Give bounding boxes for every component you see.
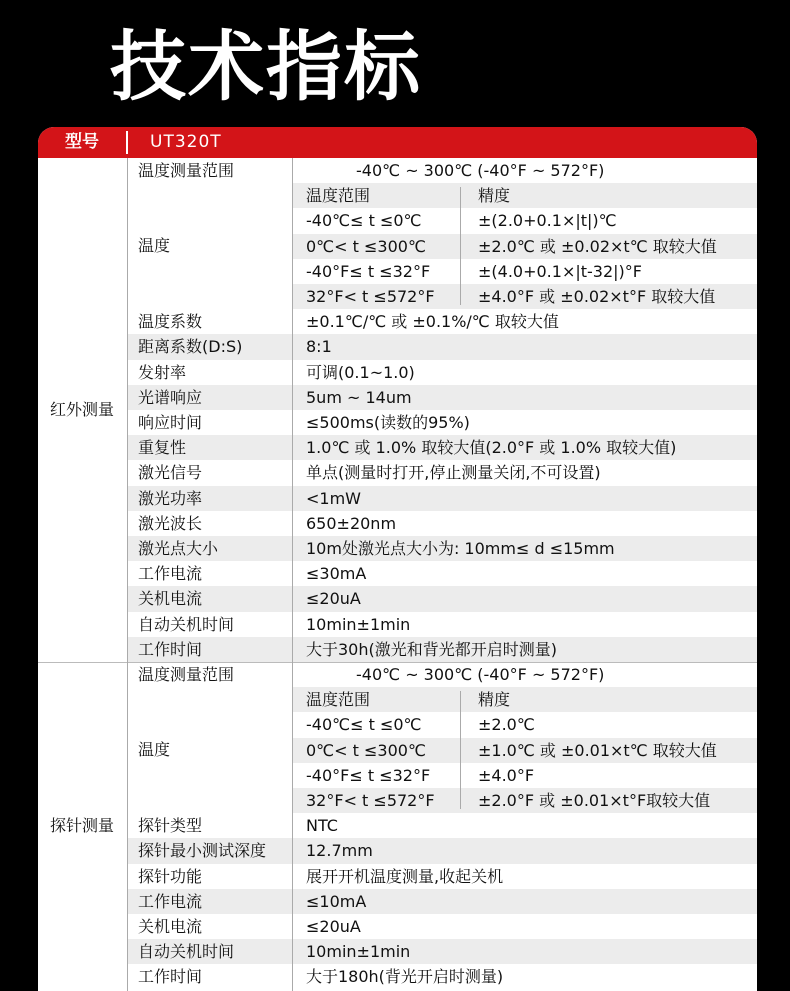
header-divider — [126, 131, 128, 154]
row-value: 10min±1min — [306, 942, 411, 962]
row-name: 温度系数 — [138, 312, 203, 332]
sub-row-range: -40℃≤ t ≤0℃ — [306, 211, 422, 231]
row-name: 自动关机时间 — [138, 614, 235, 634]
sub-row-range: 32°F< t ≤572°F — [306, 287, 435, 306]
row-name: 距离系数(D:S) — [138, 337, 243, 357]
sub-row-accuracy: ±2.0℃ 或 ±0.02×t℃ 取较大值 — [478, 236, 717, 256]
row-name: 激光信号 — [138, 463, 203, 483]
spec-table — [38, 127, 757, 991]
row-value: 12.7mm — [306, 841, 373, 861]
sub-row-accuracy: ±2.0℃ — [478, 715, 535, 735]
row-value: 10m处激光点大小为: 10mm≤ d ≤15mm — [306, 539, 615, 558]
sub-row-accuracy: ±4.0°F 或 ±0.02×t°F 取较大值 — [478, 287, 716, 306]
sub-header-range: 温度范围 — [306, 186, 371, 206]
page-title: 技术指标 — [110, 22, 422, 111]
sub-column-divider — [460, 691, 461, 809]
table-row — [127, 486, 757, 511]
table-row — [127, 561, 757, 586]
row-name: 探针最小测试深度 — [138, 841, 267, 861]
table-row — [127, 914, 757, 939]
sub-row-accuracy: ±(2.0+0.1×|t|)℃ — [478, 211, 617, 231]
row-name: 发射率 — [138, 362, 187, 382]
table-row — [127, 360, 757, 385]
column-divider-group — [127, 158, 128, 991]
row-value: 大于180h(背光开启时测量) — [306, 967, 504, 987]
sub-column-divider — [460, 187, 461, 305]
sub-row-range: -40℃≤ t ≤0℃ — [306, 715, 422, 735]
row-value: <1mW — [306, 488, 361, 508]
table-row — [127, 385, 757, 410]
row-value: NTC — [306, 816, 338, 836]
sub-row-range: 32°F< t ≤572°F — [306, 791, 435, 810]
table-header — [38, 127, 757, 158]
group-label: 红外测量 — [49, 400, 114, 419]
row-name: 关机电流 — [138, 917, 203, 936]
row-value: ≤500ms(读数的95%) — [306, 413, 470, 432]
row-name: 温度测量范围 — [138, 161, 235, 180]
sub-row-range: -40°F≤ t ≤32°F — [306, 765, 431, 785]
model-label: 型号 — [65, 132, 99, 152]
row-name: 重复性 — [138, 438, 187, 458]
row-value: 1.0℃ 或 1.0% 取较大值(2.0°F 或 1.0% 取较大值) — [306, 438, 677, 458]
sub-row-accuracy: ±4.0°F — [478, 765, 535, 785]
row-name: 工作电流 — [138, 564, 203, 584]
row-value: 650±20nm — [306, 513, 397, 533]
row-value: 8:1 — [306, 337, 332, 357]
sub-row-range: 0℃< t ≤300℃ — [306, 236, 426, 256]
row-value: 可调(0.1~1.0) — [306, 362, 415, 382]
sub-row-accuracy: ±1.0℃ 或 ±0.01×t℃ 取较大值 — [478, 740, 717, 760]
row-name: 温度测量范围 — [138, 665, 235, 684]
row-name: 探针功能 — [138, 866, 203, 886]
row-name: 工作时间 — [138, 967, 203, 987]
row-name: 激光功率 — [138, 488, 203, 508]
row-value: -40℃ ~ 300℃ (-40°F ~ 572°F) — [356, 161, 605, 180]
row-name: 自动关机时间 — [138, 942, 235, 962]
row-name: 激光点大小 — [138, 539, 219, 558]
row-name: 光谱响应 — [138, 387, 203, 407]
row-value: ≤20uA — [306, 589, 361, 609]
row-value: 5um ~ 14um — [306, 387, 412, 407]
column-divider-name — [292, 158, 293, 991]
row-name: 响应时间 — [138, 413, 203, 432]
row-value: ≤20uA — [306, 917, 361, 936]
row-name: 探针类型 — [138, 816, 203, 836]
group-label: 探针测量 — [49, 816, 114, 835]
row-name: 工作电流 — [138, 891, 203, 911]
sub-row-accuracy: ±(4.0+0.1×|t-32|)°F — [478, 261, 642, 281]
sub-row-range: -40°F≤ t ≤32°F — [306, 261, 431, 281]
row-value: 单点(测量时打开,停止测量关闭,不可设置) — [306, 463, 601, 483]
row-value: -40℃ ~ 300℃ (-40°F ~ 572°F) — [356, 665, 605, 684]
model-value: UT320T — [150, 132, 222, 152]
table-row — [127, 813, 757, 838]
row-value: ±0.1℃/℃ 或 ±0.1%/℃ 取较大值 — [306, 312, 559, 332]
sub-row-range: 0℃< t ≤300℃ — [306, 740, 426, 760]
row-name: 工作时间 — [138, 639, 203, 659]
row-name: 关机电流 — [138, 589, 203, 609]
row-value: 10min±1min — [306, 614, 411, 634]
row-name: 温度 — [138, 236, 171, 256]
row-value: 大于30h(激光和背光都开启时测量) — [306, 639, 557, 659]
sub-header-accuracy: 精度 — [478, 186, 511, 206]
table-row — [127, 889, 757, 914]
table-row — [127, 586, 757, 611]
row-value: ≤30mA — [306, 564, 367, 584]
row-value: 展开开机温度测量,收起关机 — [306, 866, 504, 886]
row-value: ≤10mA — [306, 891, 367, 911]
table-row — [127, 511, 757, 536]
row-name: 激光波长 — [138, 513, 203, 533]
sub-header-accuracy: 精度 — [478, 690, 511, 710]
row-name: 温度 — [138, 740, 171, 760]
sub-row-accuracy: ±2.0°F 或 ±0.01×t°F取较大值 — [478, 791, 711, 810]
sub-header-range: 温度范围 — [306, 690, 371, 710]
